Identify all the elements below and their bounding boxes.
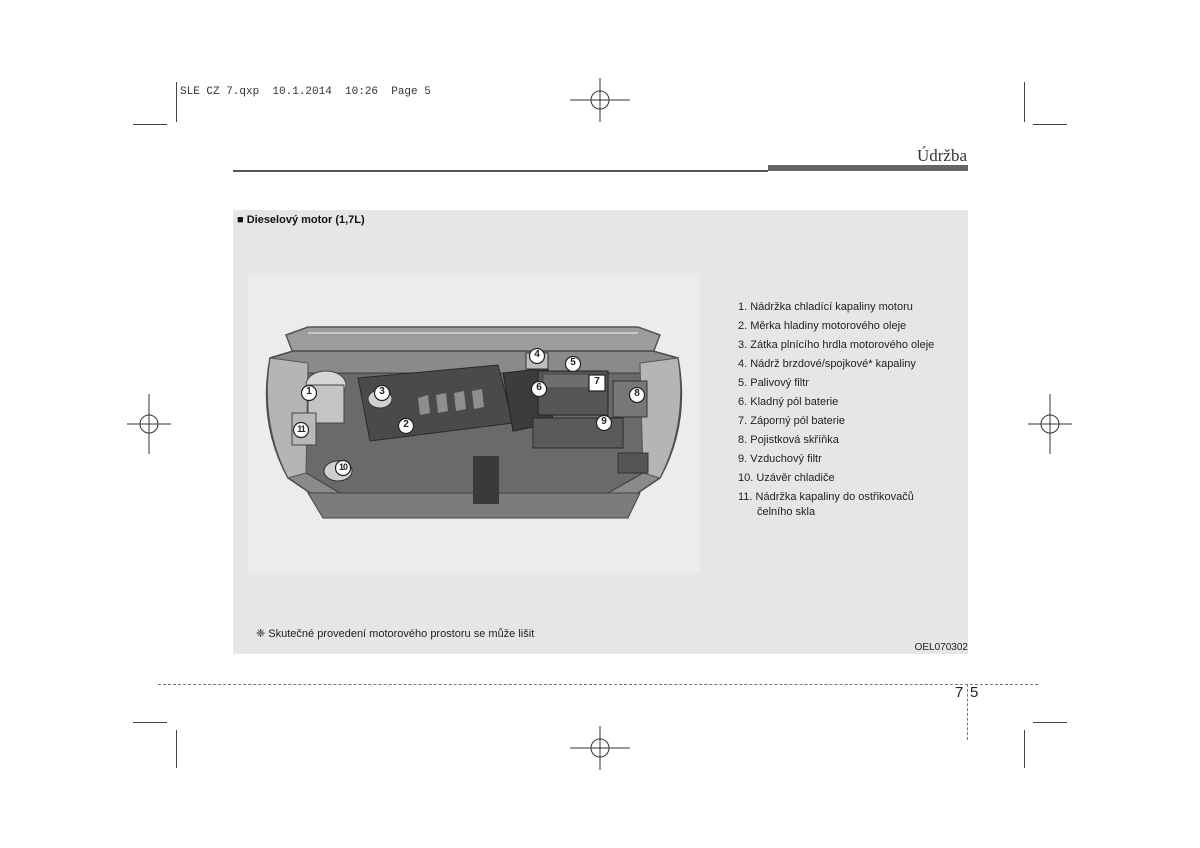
page-number: 5 (970, 684, 979, 701)
callout-2 (397, 417, 415, 440)
header-rule-accent (768, 165, 968, 171)
parts-legend-list (738, 298, 968, 520)
callout-label: 3 (379, 386, 385, 397)
callout-4 (528, 347, 546, 370)
callout-label: 9 (601, 416, 607, 427)
callout-label: 10 (338, 462, 347, 472)
crop-mark (133, 124, 167, 125)
registration-mark-icon (119, 394, 179, 454)
crop-mark (1024, 730, 1025, 768)
crop-mark (176, 730, 177, 768)
crop-mark (133, 722, 167, 723)
registration-mark-icon (570, 718, 630, 778)
callout-label: 11 (297, 424, 305, 434)
crop-mark (1033, 124, 1067, 125)
callout-label: 2 (403, 419, 409, 430)
legend-item: 4. Nádrž brzdové/spojkové* kapaliny (738, 358, 916, 370)
page-chapter-number: 7 (955, 684, 964, 701)
legend-item: 1. Nádržka chladící kapaliny motoru (738, 301, 913, 313)
image-code: OEL070302 (914, 642, 968, 653)
legend-item: 6. Kladný pól baterie (738, 396, 839, 408)
legend-item: 8. Pojistková skříňka (738, 434, 839, 446)
callout-9 (595, 414, 613, 437)
callout-6 (530, 380, 548, 403)
chapter-title: Údržba (916, 146, 967, 165)
footnote: ❈ Skutečné provedení motorového prostoru se může lišit (256, 628, 535, 640)
callout-10 (334, 459, 352, 482)
callout-label: 7 (594, 376, 600, 387)
crop-mark (1033, 722, 1067, 723)
callout-5 (564, 355, 582, 378)
callout-8 (628, 386, 646, 409)
header-rule (233, 170, 768, 172)
crop-mark (1024, 82, 1025, 122)
callout-label: 1 (306, 386, 312, 397)
callout-label: 4 (534, 349, 540, 360)
callout-label: 8 (634, 388, 640, 399)
legend-item: 2. Měrka hladiny motorového oleje (738, 320, 907, 332)
callout-label: 6 (536, 382, 542, 393)
callout-3 (373, 384, 391, 407)
legend-item: 10. Uzávěr chladiče (738, 472, 835, 484)
engine-bay-drawing (248, 273, 700, 573)
engine-bay-illustration (248, 273, 700, 573)
callout-7 (588, 374, 606, 397)
callout-11 (292, 421, 310, 444)
legend-item: 7. Záporný pól baterie (738, 415, 846, 427)
section-title: ■ Dieselový motor (1,7L) (237, 214, 365, 226)
legend-item: 5. Palivový filtr (738, 377, 809, 389)
legend-item: 9. Vzduchový filtr (738, 453, 822, 465)
page-number-divider (967, 684, 968, 740)
registration-mark-icon (1020, 394, 1080, 454)
callout-label: 5 (570, 357, 576, 368)
legend-item: 3. Zátka plnícího hrdla motorového oleje (738, 339, 935, 351)
print-slug-line: SLE CZ 7.qxp 10.1.2014 10:26 Page 5 (180, 86, 431, 98)
callout-1 (300, 384, 318, 407)
legend-item: 11. Nádržka kapaliny do ostřikovačů čelního skla (738, 491, 914, 518)
crop-mark (176, 82, 177, 122)
footer-dashed-rule (158, 684, 1038, 685)
registration-mark-icon (570, 70, 630, 130)
